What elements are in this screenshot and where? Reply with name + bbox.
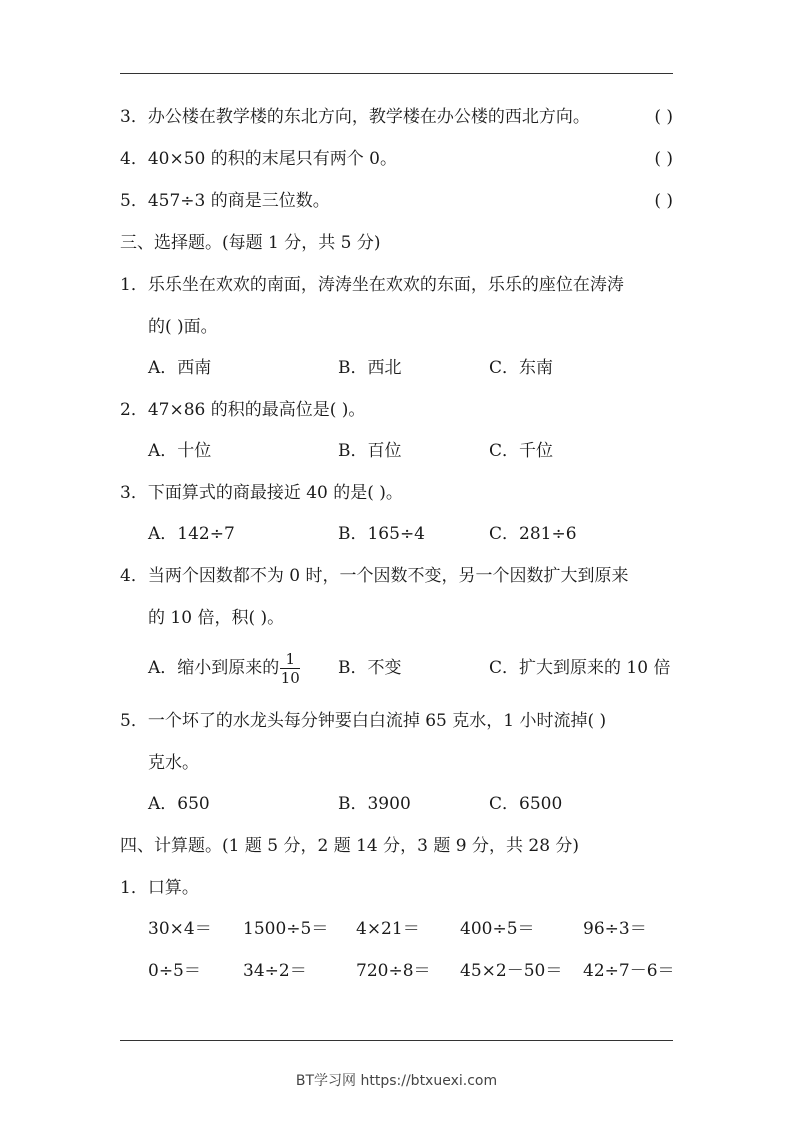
oral-calc-item: 720÷8＝	[356, 961, 431, 981]
oral-calc-item: 42÷7－6＝	[583, 961, 675, 981]
judge-item-5: 5．457÷3 的商是三位数。	[120, 191, 330, 211]
choice-q3-option-a: A．142÷7	[148, 524, 235, 544]
judge-answer-blank-5: ( )	[654, 191, 673, 211]
oral-calc-item: 45×2－50＝	[460, 961, 563, 981]
choice-q4-option-a	[148, 648, 300, 688]
fraction-numerator: 1	[285, 650, 296, 668]
section4-title: 四、计算题。(1 题 5 分，2 题 14 分，3 题 9 分，共 28 分)	[120, 836, 580, 856]
choice-q4-line1: 4．当两个因数都不为 0 时，一个因数不变，另一个因数扩大到原来	[120, 566, 629, 586]
choice-q2-line1: 2．47×86 的积的最高位是( )。	[120, 400, 366, 420]
oral-calc-item: 34÷2＝	[243, 961, 307, 981]
choice-q4-line2: 的 10 倍，积( )。	[148, 608, 285, 628]
section3-title: 三、选择题。(每题 1 分，共 5 分)	[120, 233, 381, 253]
calc-q1-title: 1．口算。	[120, 878, 199, 898]
choice-q5-option-b: B．3900	[338, 794, 411, 814]
choice-q3-option-c: C．281÷6	[489, 524, 577, 544]
judge-item-4: 4．40×50 的积的末尾只有两个 0。	[120, 149, 397, 169]
choice-q1-option-c: C．东南	[489, 358, 554, 378]
choice-q1-option-a: A．西南	[148, 358, 212, 378]
choice-q2-option-c: C．千位	[489, 441, 554, 461]
choice-q1-option-b: B．西北	[338, 358, 402, 378]
oral-calc-item: 30×4＝	[148, 919, 212, 939]
choice-q1-line1: 1．乐乐坐在欢欢的南面，涛涛坐在欢欢的东面，乐乐的座位在涛涛	[120, 275, 624, 295]
choice-q5-line2: 克水。	[148, 753, 199, 773]
oral-calc-item: 400÷5＝	[460, 919, 535, 939]
choice-q5-option-a: A．650	[148, 794, 210, 814]
choice-q4-option-a-text: A．缩小到原来的	[148, 658, 280, 678]
judge-item-3: 3．办公楼在教学楼的东北方向，教学楼在办公楼的西北方向。	[120, 107, 590, 127]
fraction-one-tenth	[280, 650, 300, 687]
choice-q4-option-c: C．扩大到原来的 10 倍	[489, 658, 671, 678]
choice-q2-option-a: A．十位	[148, 441, 212, 461]
choice-q2-option-b: B．百位	[338, 441, 402, 461]
bottom-rule	[120, 1040, 673, 1041]
oral-calc-item: 4×21＝	[356, 919, 420, 939]
oral-calc-item: 1500÷5＝	[243, 919, 329, 939]
top-rule	[120, 73, 673, 74]
choice-q3-option-b: B．165÷4	[338, 524, 426, 544]
choice-q5-option-c: C．6500	[489, 794, 563, 814]
choice-q4-option-b: B．不变	[338, 658, 402, 678]
fraction-denominator: 10	[280, 669, 300, 687]
oral-calc-item: 96÷3＝	[583, 919, 647, 939]
judge-answer-blank-3: ( )	[654, 107, 673, 127]
choice-q5-line1: 5．一个坏了的水龙头每分钟要白白流掉 65 克水，1 小时流掉( )	[120, 711, 607, 731]
choice-q3-line1: 3．下面算式的商最接近 40 的是( )。	[120, 483, 403, 503]
oral-calc-item: 0÷5＝	[148, 961, 201, 981]
judge-answer-blank-4: ( )	[654, 149, 673, 169]
footer-watermark: BT学习网 https://btxuexi.com	[295, 1073, 498, 1089]
choice-q1-line2: 的( )面。	[148, 317, 218, 337]
